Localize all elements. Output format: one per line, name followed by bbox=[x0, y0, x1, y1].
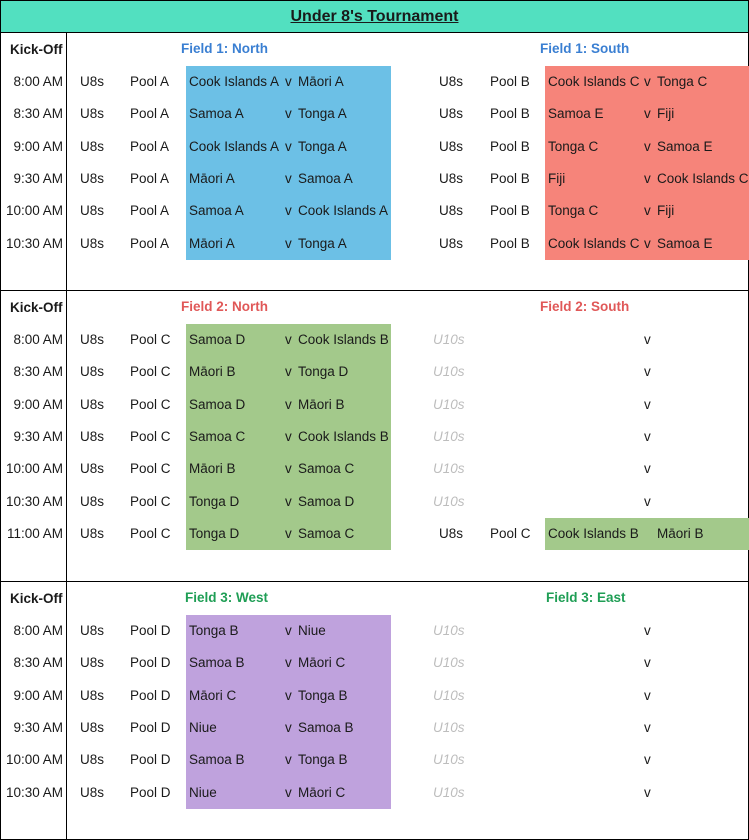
kickoff-header: Kick-Off bbox=[10, 300, 63, 315]
kickoff-time: 10:00 AM bbox=[5, 203, 63, 219]
age-group: U10s bbox=[433, 396, 465, 412]
schedule-row bbox=[1, 389, 748, 421]
schedule-row bbox=[1, 647, 748, 679]
versus-label: v bbox=[285, 332, 292, 347]
pool-label: Pool B bbox=[490, 170, 530, 186]
away-team: Fiji bbox=[657, 203, 675, 219]
away-team: Tonga A bbox=[298, 235, 347, 251]
schedule-row bbox=[1, 98, 748, 130]
age-group: U10s bbox=[433, 364, 465, 380]
kickoff-header: Kick-Off bbox=[10, 591, 63, 606]
away-team: Māori B bbox=[298, 396, 345, 412]
age-group: U8s bbox=[439, 203, 464, 219]
schedule-row bbox=[1, 228, 748, 260]
versus-label: v bbox=[644, 235, 651, 251]
home-team: Cook Islands A bbox=[189, 138, 280, 154]
age-group: U10s bbox=[433, 655, 465, 671]
away-team: Māori C bbox=[298, 784, 346, 800]
age-group: U10s bbox=[433, 784, 465, 800]
field-2-north-header: Field 2: North bbox=[181, 299, 268, 314]
home-team: Cook Islands B bbox=[548, 525, 639, 541]
age-group: U10s bbox=[433, 332, 465, 347]
age-group: U8s bbox=[80, 655, 105, 671]
age-group: U8s bbox=[439, 106, 464, 122]
schedule-row bbox=[1, 163, 748, 195]
away-team: Tonga B bbox=[298, 687, 348, 703]
age-group: U8s bbox=[80, 138, 105, 154]
versus-label: v bbox=[285, 493, 292, 509]
home-team: Samoa A bbox=[189, 203, 244, 219]
home-team: Tonga D bbox=[189, 525, 240, 541]
schedule-row bbox=[1, 744, 748, 776]
schedule-row bbox=[1, 615, 748, 647]
versus-label: v bbox=[644, 332, 651, 347]
home-team: Cook Islands C bbox=[548, 235, 640, 251]
home-team: Tonga C bbox=[548, 203, 599, 219]
versus-label: v bbox=[644, 364, 651, 380]
schedule-row bbox=[1, 518, 748, 550]
kickoff-time: 9:30 AM bbox=[13, 170, 63, 186]
versus-label: v bbox=[644, 106, 651, 122]
kickoff-time: 10:00 AM bbox=[5, 461, 63, 477]
versus-label: v bbox=[285, 106, 292, 122]
schedule-row bbox=[1, 680, 748, 712]
versus-label: v bbox=[644, 138, 651, 154]
age-group: U10s bbox=[433, 719, 465, 735]
away-team: Cook Islands B bbox=[298, 428, 389, 444]
versus-label: v bbox=[644, 428, 651, 444]
pool-label: Pool C bbox=[130, 396, 171, 412]
versus-label: v bbox=[644, 719, 651, 735]
home-team: Samoa B bbox=[189, 655, 245, 671]
tournament-title: Under 8's Tournament bbox=[1, 1, 748, 33]
age-group: U8s bbox=[439, 138, 464, 154]
pool-label: Pool A bbox=[130, 203, 170, 219]
pool-label: Pool D bbox=[130, 784, 171, 800]
away-team: Tonga C bbox=[657, 74, 708, 89]
age-group: U8s bbox=[80, 170, 105, 186]
home-team: Māori C bbox=[189, 687, 237, 703]
away-team: Samoa D bbox=[298, 493, 355, 509]
versus-label: v bbox=[644, 170, 651, 186]
age-group: U8s bbox=[439, 235, 464, 251]
away-team: Cook Islands B bbox=[298, 332, 389, 347]
age-group: U8s bbox=[80, 525, 105, 541]
field-3-west-header: Field 3: West bbox=[185, 590, 269, 605]
home-team: Tonga B bbox=[189, 623, 239, 638]
schedule-row bbox=[1, 486, 748, 518]
field-2-south-header: Field 2: South bbox=[540, 299, 630, 314]
age-group: U8s bbox=[80, 752, 105, 768]
away-team: Māori A bbox=[298, 74, 344, 89]
away-team: Samoa C bbox=[298, 461, 355, 477]
pool-label: Pool D bbox=[130, 752, 171, 768]
home-team: Māori A bbox=[189, 170, 235, 186]
home-team: Tonga C bbox=[548, 138, 599, 154]
away-team: Cook Islands C bbox=[657, 170, 749, 186]
pool-label: Pool A bbox=[130, 106, 170, 122]
age-group: U8s bbox=[80, 235, 105, 251]
age-group: U10s bbox=[433, 428, 465, 444]
versus-label: v bbox=[644, 461, 651, 477]
kickoff-time: 9:00 AM bbox=[13, 138, 63, 154]
pool-label: Pool B bbox=[490, 138, 530, 154]
versus-label: v bbox=[285, 203, 292, 219]
away-team: Niue bbox=[298, 623, 326, 638]
home-team: Niue bbox=[189, 719, 217, 735]
away-team: Samoa B bbox=[298, 719, 354, 735]
versus-label: v bbox=[285, 428, 292, 444]
versus-label: v bbox=[285, 525, 292, 541]
versus-label: v bbox=[285, 687, 292, 703]
pool-label: Pool A bbox=[130, 235, 170, 251]
versus-label: v bbox=[285, 655, 292, 671]
versus-label: v bbox=[644, 623, 651, 638]
versus-label: v bbox=[285, 170, 292, 186]
versus-label: v bbox=[285, 719, 292, 735]
pool-label: Pool C bbox=[130, 493, 171, 509]
versus-label: v bbox=[285, 784, 292, 800]
pool-label: Pool D bbox=[130, 687, 171, 703]
versus-label: v bbox=[644, 396, 651, 412]
schedule-row bbox=[1, 195, 748, 227]
kickoff-time: 8:30 AM bbox=[13, 106, 63, 122]
kickoff-time: 10:00 AM bbox=[5, 752, 63, 768]
versus-label: v bbox=[285, 235, 292, 251]
away-team: Tonga B bbox=[298, 752, 348, 768]
kickoff-time: 9:30 AM bbox=[13, 719, 63, 735]
age-group: U8s bbox=[80, 74, 105, 89]
home-team: Samoa D bbox=[189, 332, 246, 347]
kickoff-time: 9:30 AM bbox=[13, 428, 63, 444]
age-group: U10s bbox=[433, 687, 465, 703]
versus-label: v bbox=[285, 623, 292, 638]
age-group: U8s bbox=[80, 719, 105, 735]
kickoff-time: 8:00 AM bbox=[13, 623, 63, 638]
pool-label: Pool C bbox=[130, 364, 171, 380]
versus-label: v bbox=[285, 138, 292, 154]
kickoff-time: 8:30 AM bbox=[13, 364, 63, 380]
field-3-section bbox=[1, 582, 748, 839]
age-group: U8s bbox=[80, 396, 105, 412]
kickoff-time: 8:00 AM bbox=[13, 332, 63, 347]
age-group: U8s bbox=[80, 364, 105, 380]
pool-label: Pool C bbox=[490, 525, 531, 541]
away-team: Cook Islands A bbox=[298, 203, 389, 219]
pool-label: Pool C bbox=[130, 428, 171, 444]
age-group: U8s bbox=[439, 170, 464, 186]
kickoff-time: 9:00 AM bbox=[13, 687, 63, 703]
away-team: Tonga D bbox=[298, 364, 349, 380]
versus-label: v bbox=[285, 74, 292, 89]
pool-label: Pool B bbox=[490, 106, 530, 122]
age-group: U8s bbox=[80, 203, 105, 219]
versus-label: v bbox=[644, 74, 651, 89]
age-group: U10s bbox=[433, 461, 465, 477]
field-1-south-header: Field 1: South bbox=[540, 41, 630, 56]
field-1-section bbox=[1, 33, 748, 290]
age-group: U8s bbox=[80, 461, 105, 477]
pool-label: Pool C bbox=[130, 332, 171, 347]
pool-label: Pool C bbox=[130, 525, 171, 541]
pool-label: Pool C bbox=[130, 461, 171, 477]
versus-label: v bbox=[644, 655, 651, 671]
age-group: U8s bbox=[439, 525, 464, 541]
versus-label: v bbox=[644, 687, 651, 703]
home-team: Fiji bbox=[548, 170, 566, 186]
kickoff-time: 9:00 AM bbox=[13, 396, 63, 412]
field-2-section bbox=[1, 291, 748, 581]
away-team: Māori B bbox=[657, 525, 704, 541]
pool-label: Pool D bbox=[130, 719, 171, 735]
home-team: Samoa D bbox=[189, 396, 246, 412]
schedule-row bbox=[1, 777, 748, 809]
schedule-row bbox=[1, 324, 748, 356]
away-team: Māori C bbox=[298, 655, 346, 671]
age-group: U8s bbox=[80, 332, 105, 347]
pool-label: Pool A bbox=[130, 138, 170, 154]
field-1-north-header: Field 1: North bbox=[181, 41, 268, 56]
kickoff-time: 10:30 AM bbox=[5, 784, 63, 800]
home-team: Māori A bbox=[189, 235, 235, 251]
versus-label: v bbox=[644, 784, 651, 800]
home-team: Cook Islands A bbox=[189, 74, 280, 89]
age-group: U10s bbox=[433, 752, 465, 768]
age-group: U8s bbox=[439, 74, 464, 89]
kickoff-time: 11:00 AM bbox=[6, 525, 63, 541]
versus-label: v bbox=[285, 364, 292, 380]
home-team: Samoa E bbox=[548, 106, 604, 122]
home-team: Samoa C bbox=[189, 428, 246, 444]
age-group: U8s bbox=[80, 623, 105, 638]
away-team: Tonga A bbox=[298, 106, 347, 122]
kickoff-time: 8:00 AM bbox=[13, 74, 63, 89]
age-group: U8s bbox=[80, 687, 105, 703]
age-group: U8s bbox=[80, 784, 105, 800]
pool-label: Pool D bbox=[130, 623, 171, 638]
versus-label: v bbox=[285, 396, 292, 412]
kickoff-time: 8:30 AM bbox=[13, 655, 63, 671]
pool-label: Pool B bbox=[490, 235, 530, 251]
home-team: Samoa B bbox=[189, 752, 245, 768]
home-team: Niue bbox=[189, 784, 217, 800]
away-team: Samoa E bbox=[657, 235, 713, 251]
age-group: U8s bbox=[80, 106, 105, 122]
home-team: Māori B bbox=[189, 364, 236, 380]
versus-label: v bbox=[644, 493, 651, 509]
away-team: Samoa C bbox=[298, 525, 355, 541]
kickoff-time: 10:30 AM bbox=[5, 235, 63, 251]
away-team: Samoa A bbox=[298, 170, 353, 186]
away-team: Tonga A bbox=[298, 138, 347, 154]
versus-label: v bbox=[285, 752, 292, 768]
schedule-row bbox=[1, 421, 748, 453]
versus-label: v bbox=[644, 203, 651, 219]
away-team: Fiji bbox=[657, 106, 675, 122]
age-group: U8s bbox=[80, 428, 105, 444]
home-team: Māori B bbox=[189, 461, 236, 477]
home-team: Samoa A bbox=[189, 106, 244, 122]
schedule-row bbox=[1, 356, 748, 388]
pool-label: Pool A bbox=[130, 170, 170, 186]
schedule-row bbox=[1, 131, 748, 163]
field-3-east-header: Field 3: East bbox=[546, 590, 626, 605]
kickoff-time: 10:30 AM bbox=[5, 493, 63, 509]
schedule-row bbox=[1, 453, 748, 485]
pool-label: Pool B bbox=[490, 74, 530, 89]
versus-label: v bbox=[285, 461, 292, 477]
versus-label: v bbox=[644, 752, 651, 768]
age-group: U10s bbox=[433, 493, 465, 509]
age-group: U8s bbox=[80, 493, 105, 509]
pool-label: Pool B bbox=[490, 203, 530, 219]
home-team: Tonga D bbox=[189, 493, 240, 509]
pool-label: Pool D bbox=[130, 655, 171, 671]
age-group: U10s bbox=[433, 623, 465, 638]
schedule-row bbox=[1, 66, 748, 98]
pool-label: Pool A bbox=[130, 74, 170, 89]
kickoff-header: Kick-Off bbox=[10, 42, 63, 57]
home-team: Cook Islands C bbox=[548, 74, 640, 89]
away-team: Samoa E bbox=[657, 138, 713, 154]
schedule-row bbox=[1, 712, 748, 744]
